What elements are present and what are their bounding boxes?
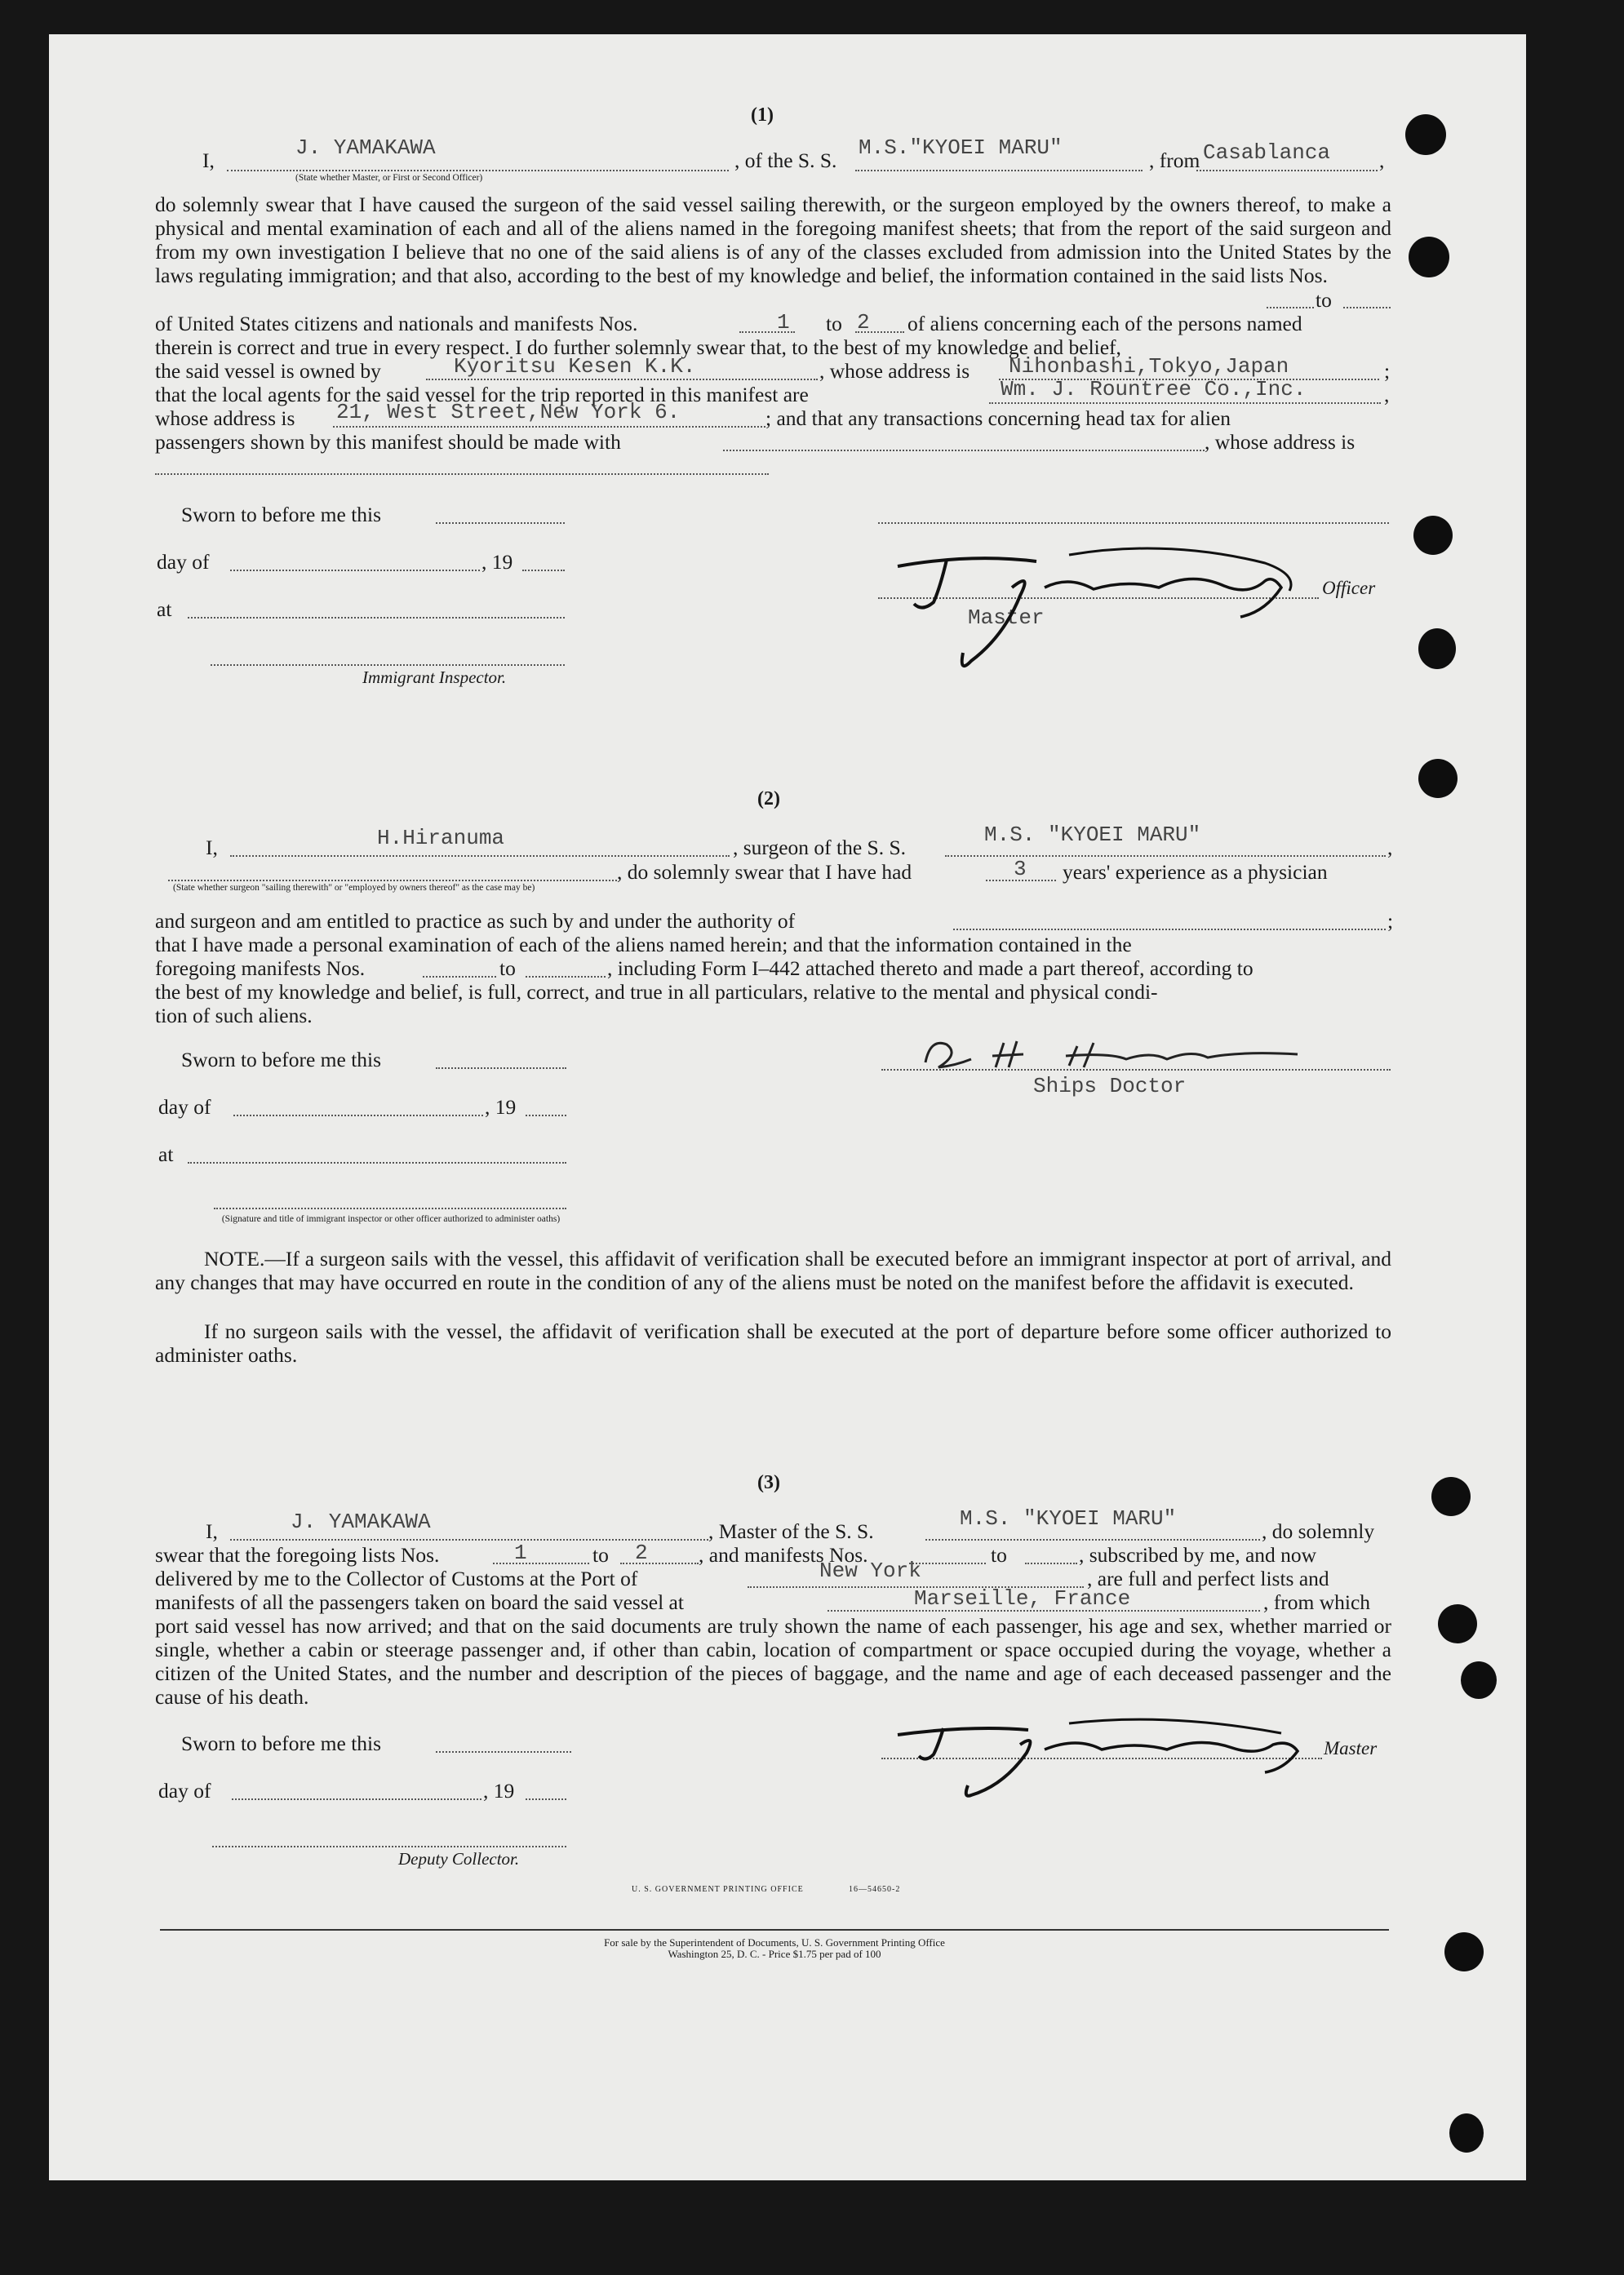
officer-label: Officer [1322,578,1376,598]
head-tax-text-2: passengers shown by this manifest should be made with [155,430,621,454]
collector-line: delivered by me to the Collector of Customs at the Port of [155,1567,638,1590]
at-label-1: at [157,597,172,621]
lists-to-label-3: to [592,1543,609,1567]
punch-hole [1405,114,1446,155]
section-1-paragraph: do solemnly swear that I have caused the surgeon of the said vessel sailing therewith, or the surgeon employed by the owners thereof, to make a physical and mental examination of each and all of the aliens named in the foregoing manifest sheets; that from the report of the said surgeon and from my own investigation I believe that no one of the said aliens is of any of the classes excluded from admission into the United States by the laws regulating immigration; and that also, according to the best of my knowledge and belief, the information contained in the said lists Nos. [155,193,1391,287]
owner-field: Kyoritsu Kesen K.K. [454,354,696,379]
master-of-label: , Master of the S. S. [708,1519,874,1543]
surgeon-note: (State whether surgeon "sailing therewith" or "employed by owners thereof" as the case may be) [173,883,535,893]
port-field: New York [819,1559,921,1583]
from-which-label: , from which [1263,1590,1371,1614]
master-label-3: Master [1324,1738,1378,1758]
note-text-1: —If a surgeon sails with the vessel, this affidavit of verification shall be executed before an immigrant inspector at port of arrival, and any changes that may have occurred en route in the condition of any of the aliens must be noted on the manifest before the affidavit is executed. [155,1247,1391,1294]
agents-address-label: whose address is [155,406,295,430]
full-perfect-label: , are full and perfect lists and [1087,1567,1329,1590]
punch-hole [1409,237,1449,277]
vessel-name-field-3: M.S. "KYOEI MARU" [960,1506,1177,1531]
punch-hole [1418,759,1458,798]
punch-hole [1431,1477,1471,1516]
section-1-lead: I, [202,149,215,172]
surgeon-vessel-field: M.S. "KYOEI MARU" [984,823,1201,847]
manifests-line: of United States citizens and nationals and manifests Nos. [155,312,638,335]
signer-title-1: Master [968,605,1045,630]
agents-field: Wm. J. Rountree Co.,Inc. [1001,377,1307,401]
of-the-ss-label: , of the S. S. [734,149,837,172]
from-label: , from [1149,149,1200,172]
solemnly-swear-text: , do solemnly swear that I have had [617,860,912,884]
manifest-from-field: 1 [777,310,790,335]
section-3-number: (3) [757,1472,780,1493]
year-label-2: , 19 [485,1095,517,1119]
day-of-label-1: day of [157,550,210,574]
years-label: years' experience as a physician [1063,860,1328,884]
lists-to-label: to [1316,288,1332,312]
section-2-number: (2) [757,788,780,809]
authority-line: and surgeon and am entitled to practice as such by and under the authority of [155,909,796,933]
manifests-to-label: to [499,956,516,980]
whose-address-label: , whose address is [1205,430,1356,454]
taken-on-board-line: manifests of all the passengers taken on board the said vessel at [155,1590,684,1614]
punch-hole [1418,628,1456,669]
punch-hole [1449,2113,1484,2153]
boarded-at-field: Marseille, France [914,1586,1131,1611]
officer-note: (State whether Master, or First or Second Officer) [295,173,483,183]
correct-true-line: therein is correct and true in every respect. I do further solemnly swear that, to the best of my knowledge and belief, [155,335,1121,359]
from-port-field: Casablanca [1203,140,1331,165]
surgeon-of-label: , surgeon of the S. S. [733,836,907,859]
section-2-lead: I, [206,836,218,859]
sworn-label-3: Sworn to before me this [181,1732,382,1755]
head-tax-text: ; and that any transactions concerning head tax for alien [765,406,1231,430]
vessel-name-field: M.S."KYOEI MARU" [859,135,1063,160]
master-name-field-3: J. YAMAKAWA [291,1510,431,1534]
lists-to-field: 2 [635,1541,648,1565]
at-label-2: at [158,1142,174,1166]
day-of-label-3: day of [158,1779,211,1803]
subscribed-label: , subscribed by me, and now [1079,1543,1317,1567]
note-paragraph-1 [155,1247,1391,1294]
surgeon-name-field: H.Hiranuma [377,826,505,850]
agents-address-field: 21, West Street,New York 6. [336,400,681,424]
note-paragraph-2: If no surgeon sails with the vessel, the affidavit of verification shall be executed at the port of departure before some officer authorized to administer oaths. [155,1319,1391,1367]
year-label-1: , 19 [481,550,513,574]
owned-by-label: the said vessel is owned by [155,359,381,383]
belief-line: the best of my knowledge and belief, is full, correct, and true in all particulars, relative to the mental and physical condi- [155,980,1158,1004]
master-signature-1 [881,539,1338,685]
manifest-to-field: 2 [857,310,870,335]
lists-nos-label: swear that the foregoing lists Nos. [155,1543,440,1567]
section-1-number: (1) [751,104,774,126]
lists-from-field: 1 [514,1541,527,1565]
immigrant-inspector-label: Immigrant Inspector. [362,667,507,687]
form-number: 16—54650-2 [849,1885,901,1894]
and-manifests-label: , and manifests Nos. [699,1543,868,1567]
manifest-to-label: to [826,312,842,335]
years-experience-field: 3 [1014,857,1027,881]
sale-line-2: Washington 25, D. C. - Price $1.75 per pad of 100 [668,1948,881,1960]
deputy-collector-label: Deputy Collector. [398,1849,520,1869]
doctor-signature [914,1030,1306,1079]
manifests-line-end: of aliens concerning each of the persons named [907,312,1302,335]
master-signature-3 [890,1704,1330,1802]
agents-label: that the local agents for the said vessel for the trip reported in this manifest are [155,383,809,406]
such-aliens-line: tion of such aliens. [155,1004,313,1027]
punch-hole [1461,1661,1497,1699]
manifests-nos-label: foregoing manifests Nos. [155,956,366,980]
sworn-label-1: Sworn to before me this [181,503,382,526]
year-label-3: , 19 [483,1779,515,1803]
section-3-lead: I, [206,1519,218,1543]
examination-line: that I have made a personal examination of each of the aliens named herein; and that the information contained in the [155,933,1132,956]
day-of-label-2: day of [158,1095,211,1119]
ships-doctor-title: Ships Doctor [1033,1074,1187,1098]
signature-title-note: (Signature and title of immigrant inspector or other officer authorized to administer oaths) [221,1214,561,1224]
note-label: NOTE. [204,1247,265,1271]
punch-hole [1413,516,1453,555]
section-3-paragraph: port said vessel has now arrived; and that on the said documents are truly shown the name of each passenger, his age and sex, whether married or single, whether a cabin or steerage passenger and, if other than cabin, location of compartment or space occupied during the voyage, whether a citizen of the United States, and the number and description of the pieces of baggage, and the name and age of each deceased passenger and the cause of his death. [155,1614,1391,1709]
owner-address-field: Nihonbashi,Tokyo,Japan [1009,354,1289,379]
owner-address-label: , whose address is [819,359,970,383]
form-line: , including Form I–442 attached thereto and made a part thereof, according to [607,956,1253,980]
do-solemnly-label: , do solemnly [1262,1519,1375,1543]
punch-hole [1438,1604,1477,1643]
sale-line-1: For sale by the Superintendent of Documents, U. S. Government Printing Office [604,1936,945,1949]
punch-hole [1444,1932,1484,1971]
gpo-imprint: U. S. GOVERNMENT PRINTING OFFICE [632,1885,804,1894]
manifests-to-label-3: to [991,1543,1007,1567]
master-name-field: J. YAMAKAWA [295,135,436,160]
sworn-label-2: Sworn to before me this [181,1048,382,1071]
